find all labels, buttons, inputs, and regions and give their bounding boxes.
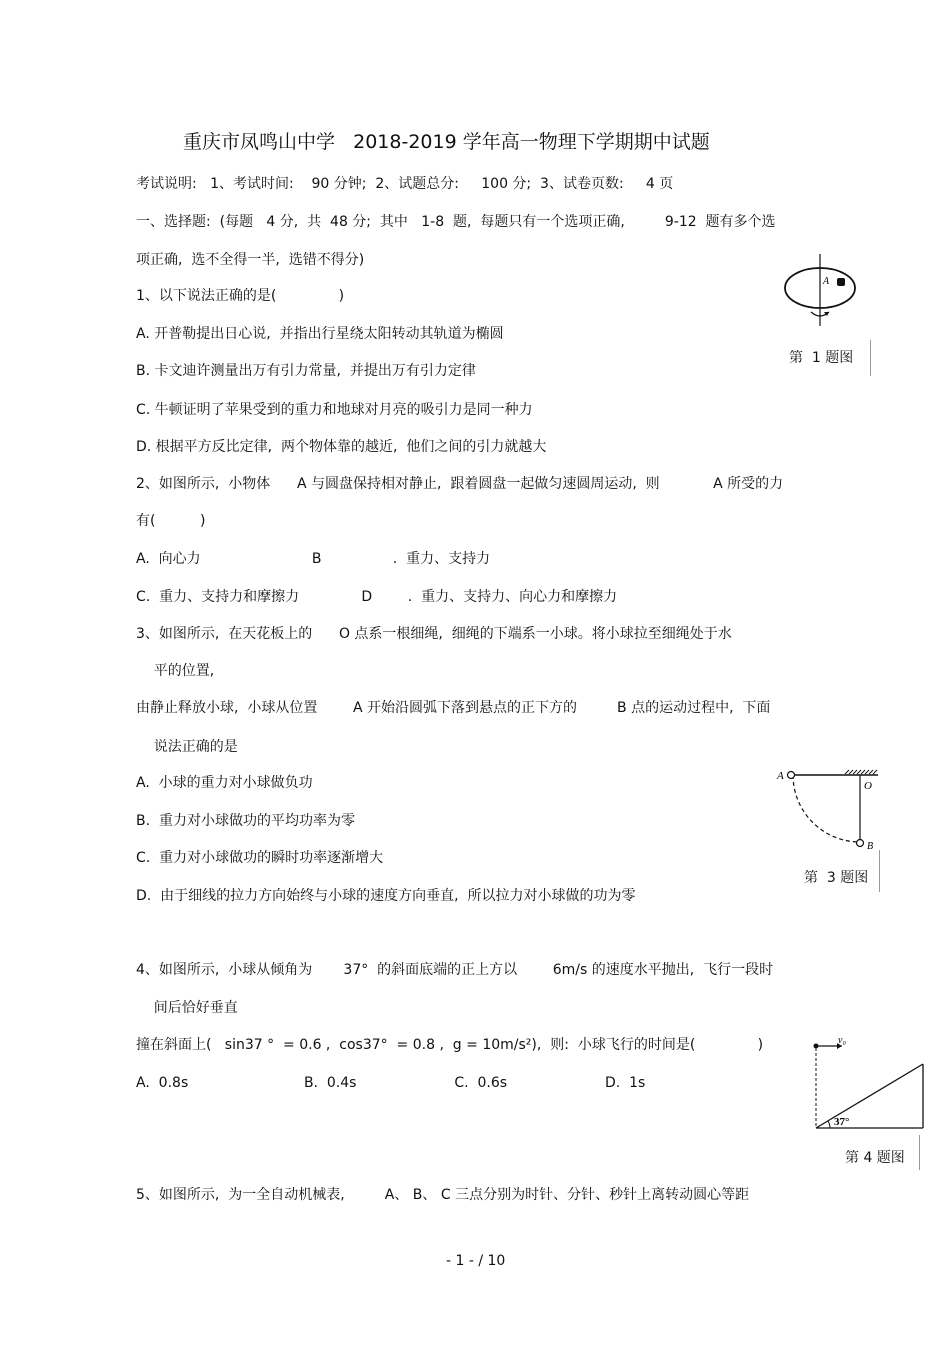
exam-info: 考试说明: 1、考试时间: 90 分钟; 2、试题总分: 100 分; 3、试卷页数: 4 页 [136,176,674,192]
question-1-option-a: A. 开普勒提出日心说, 并指出行星绕太阳转动其轨道为椭圆 [136,326,504,342]
section-heading-line1: 一、选择题: (每题 4 分, 共 48 分; 其中 1-8 题, 每题只有一个选项正确, 9-12 题有多个选 [136,214,776,230]
figure-4-label-angle: 37° [834,1116,850,1128]
figure-4-frame-edge [919,1135,920,1170]
question-1-option-b: B. 卡文迪许测量出万有引力常量, 并提出万有引力定律 [136,363,476,379]
question-3-option-a: A. 小球的重力对小球做负功 [136,775,313,791]
figure-1-caption: 第 1 题图 [789,350,854,366]
question-2-stem-line2: 有( ) [136,513,206,529]
question-3-option-b: B. 重力对小球做功的平均功率为零 [136,813,355,829]
question-3-stem-line1: 3、如图所示, 在天花板上的 O 点系一根细绳, 细绳的下端系一小球。将小球拉至细绳处于水 [136,626,732,642]
figure-3-label-a: A [777,770,784,782]
question-1-stem: 1、以下说法正确的是( ) [136,288,345,304]
figure-3-caption: 第 3 题图 [804,870,869,886]
question-3-option-d: D. 由于细线的拉力方向始终与小球的速度方向垂直, 所以拉力对小球做的功为零 [136,888,636,904]
question-3-stem-line2: 平的位置, [136,663,215,679]
page-title: 重庆市凤鸣山中学 2018-2019 学年高一物理下学期期中试题 [183,131,710,153]
question-2-options-ab: A. 向心力 B . 重力、支持力 [136,551,491,567]
figure-4-caption: 第 4 题图 [845,1150,905,1166]
question-5-stem: 5、如图所示, 为一全自动机械表, A、 B、 C 三点分别为时针、分针、秒针上离转动圆心等距 [136,1187,750,1203]
figure-4-label-v0: v₀ [838,1035,846,1046]
question-4-options: A. 0.8s B. 0.4s C. 0.6s D. 1s [136,1075,646,1091]
question-3-option-c: C. 重力对小球做功的瞬时功率逐渐增大 [136,850,384,866]
question-4-stem-line2: 间后恰好垂直 [136,1000,238,1016]
question-4-stem-line3: 撞在斜面上( sin37 ° = 0.6 , cos37° = 0.8 , g = 10m/s²), 则: 小球飞行的时间是( ) [136,1037,764,1053]
figure-3-label-o: O [864,780,872,792]
question-2-options-cd: C. 重力、支持力和摩擦力 D . 重力、支持力、向心力和摩擦力 [136,589,618,605]
question-3-stem-line3: 由静止释放小球, 小球从位置 A 开始沿圆弧下落到悬点的正下方的 B 点的运动过程中, 下面 [136,700,771,716]
question-2-stem-line1: 2、如图所示, 小物体 A 与圆盘保持相对静止, 跟着圆盘一起做匀速圆周运动, 则 A 所受的力 [136,476,784,492]
figure-3-pendulum [775,762,885,852]
page-number: - 1 - / 10 [446,1253,506,1269]
figure-3-frame-edge [879,850,880,892]
question-3-stem-line4: 说法正确的是 [136,739,238,755]
section-heading-line2: 项正确, 选不全得一半, 选错不得分) [136,252,365,268]
figure-1-rotating-disc [775,250,865,330]
question-4-stem-line1: 4、如图所示, 小球从倾角为 37° 的斜面底端的正上方以 6m/s 的速度水平抛出, 飞行一段时 [136,962,774,978]
figure-4-incline [808,1032,928,1134]
question-1-option-d: D. 根据平方反比定律, 两个物体靠的越近, 他们之间的引力就越大 [136,439,547,455]
question-1-option-c: C. 牛顿证明了苹果受到的重力和地球对月亮的吸引力是同一种力 [136,402,533,418]
figure-1-frame-edge [870,340,871,376]
figure-3-label-b: B [867,841,874,852]
figure-1-label-a: A [823,276,830,287]
